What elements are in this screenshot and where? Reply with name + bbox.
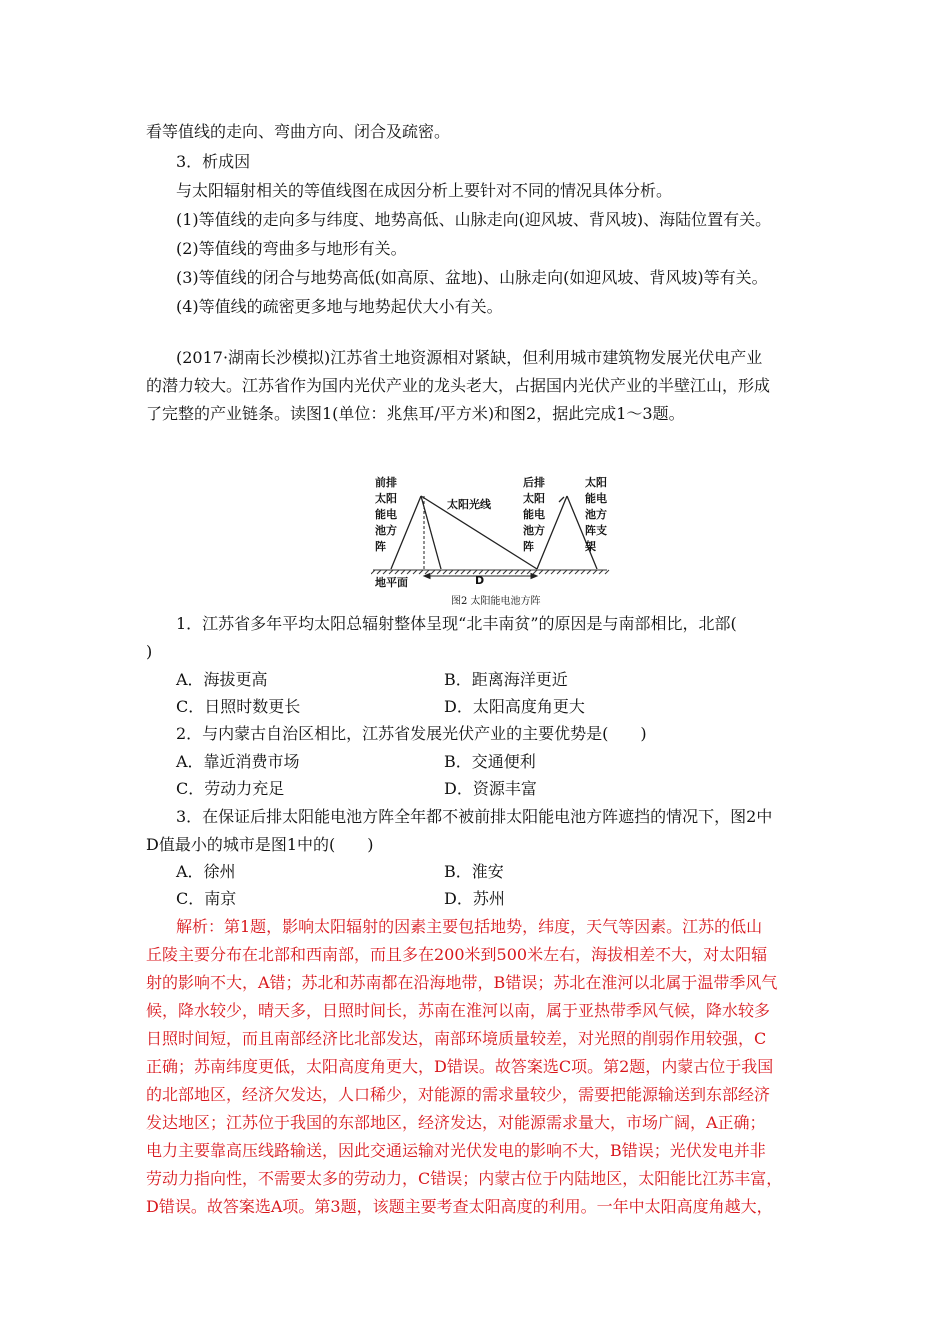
back-array-label-2: 太阳 (523, 492, 545, 505)
q2-option-c: C．劳动力充足 (176, 779, 285, 798)
q2-option-d: D．资源丰富 (444, 779, 537, 798)
bracket-label-2: 能电 (585, 492, 607, 505)
q2-option-a: A．靠近消费市场 (176, 752, 300, 771)
ground-label: 地平面 (375, 576, 408, 589)
bracket-label-5: 架 (585, 540, 596, 553)
analysis-line-9: 电力主要靠高压线路输送，因此交通运输对光伏发电的影响不大，B错误；光伏发电并非 (146, 1141, 766, 1160)
back-array-label-1: 后排 (523, 476, 545, 489)
analysis-line-1: 解析：第1题，影响太阳辐射的因素主要包括地势，纬度，天气等因素。江苏的低山 (176, 917, 763, 936)
figure-caption: 图2 太阳能电池方阵 (451, 596, 541, 607)
analysis-line-6: 正确；苏南纬度更低，太阳高度角更大，D错误。故答案选C项。第2题，内蒙古位于我国 (146, 1057, 774, 1076)
back-array-label-5: 阵 (523, 540, 534, 553)
q2-stem: 2．与内蒙古自治区相比，江苏省发展光伏产业的主要优势是( ) (176, 724, 647, 743)
q3-option-b: B．淮安 (444, 862, 504, 881)
q3-option-d: D．苏州 (444, 889, 505, 908)
q1-stem-line-2: ) (146, 642, 153, 661)
ground-hatching (371, 570, 609, 574)
analysis-line-3: 射的影响不大，A错；苏北和苏南都在沿海地带，B错误；苏北在淮河以北属于温带季风气 (146, 973, 778, 992)
front-array-label-3: 能电 (375, 508, 397, 521)
back-array-label-3: 能电 (523, 508, 545, 521)
analysis-line-11: D错误。故答案选A项。第3题，该题主要考查太阳高度的利用。一年中太阳高度角越大， (146, 1197, 773, 1216)
front-array-label-4: 池方 (375, 524, 397, 537)
bracket-label-1: 太阳 (585, 476, 607, 489)
intro-point-2: (2)等值线的弯曲多与地形有关。 (176, 239, 407, 258)
analysis-line-8: 发达地区；江苏位于我国的东部地区，经济发达，对能源需求量大，市场广阔，A正确； (146, 1113, 766, 1132)
q3-option-a: A．徐州 (176, 862, 236, 881)
passage-line-3: 了完整的产业链条。读图1(单位：兆焦耳/平方米)和图2，据此完成1～3题。 (146, 404, 685, 423)
passage-line-2: 的潜力较大。江苏省作为国内光伏产业的龙头老大，占据国内光伏产业的半壁江山，形成 (146, 376, 771, 395)
bracket-label-3: 池方 (585, 508, 607, 521)
front-array-label-2: 太阳 (375, 492, 397, 505)
intro-point-3: (3)等值线的闭合与地势高低(如高原、盆地)、山脉走向(如迎风坡、背风坡)等有关。 (176, 268, 768, 287)
q1-option-c: C．日照时数更长 (176, 697, 301, 716)
back-array-label-4: 池方 (523, 524, 545, 537)
front-array-label-5: 阵 (375, 540, 386, 553)
q3-option-c: C．南京 (176, 889, 237, 908)
analysis-line-4: 候，降水较少，晴天多，日照时间长，苏南在淮河以南，属于亚热带季风气候，降水较多 (146, 1001, 771, 1020)
intro-line-1: 看等值线的走向、弯曲方向、闭合及疏密。 (146, 122, 451, 141)
q1-option-a: A．海拔更高 (176, 670, 268, 689)
intro-heading-3: 3．析成因 (176, 152, 251, 171)
analysis-line-10: 劳动力指向性，不需要太多的劳动力，C错误；内蒙古位于内陆地区，太阳能比江苏丰富， (146, 1169, 783, 1188)
intro-point-4: (4)等值线的疏密更多地与地势起伏大小有关。 (176, 297, 503, 316)
analysis-line-2: 丘陵主要分布在北部和西南部，而且多在200米到500米左右，海拔相差不大，对太阳辐 (146, 945, 768, 964)
analysis-line-7: 的北部地区，经济欠发达，人口稀少，对能源的需求量较少，需要把能源输送到东部经济 (146, 1085, 771, 1104)
solar-array-figure (371, 474, 611, 609)
q3-stem-line-1: 3．在保证后排太阳能电池方阵全年都不被前排太阳能电池方阵遮挡的情况下，图2中 (176, 807, 773, 826)
analysis-line-5: 日照时间短，而且南部经济比北部发达，南部环境质量较差，对光照的削弱作用较强，C (146, 1029, 767, 1048)
solar-array-diagram (371, 474, 611, 609)
bracket-label-4: 阵支 (585, 524, 607, 537)
q1-option-d: D．太阳高度角更大 (444, 697, 585, 716)
intro-line-3: 与太阳辐射相关的等值线图在成因分析上要针对不同的情况具体分析。 (176, 181, 673, 200)
intro-point-1: (1)等值线的走向多与纬度、地势高低、山脉走向(迎风坡、背风坡)、海陆位置有关。 (176, 210, 772, 229)
d-label: D (475, 574, 485, 587)
q1-stem-line-1: 1．江苏省多年平均太阳总辐射整体呈现“北丰南贫”的原因是与南部相比，北部( (176, 614, 737, 633)
sun-ray-label: 太阳光线 (447, 498, 491, 511)
front-array-label-1: 前排 (375, 476, 397, 489)
q1-option-b: B．距离海洋更近 (444, 670, 568, 689)
passage-line-1: (2017·湖南长沙模拟)江苏省土地资源相对紧缺，但利用城市建筑物发展光伏电产业 (176, 348, 763, 367)
q2-option-b: B．交通便利 (444, 752, 536, 771)
q3-stem-line-2: D值最小的城市是图1中的( ) (146, 835, 374, 854)
